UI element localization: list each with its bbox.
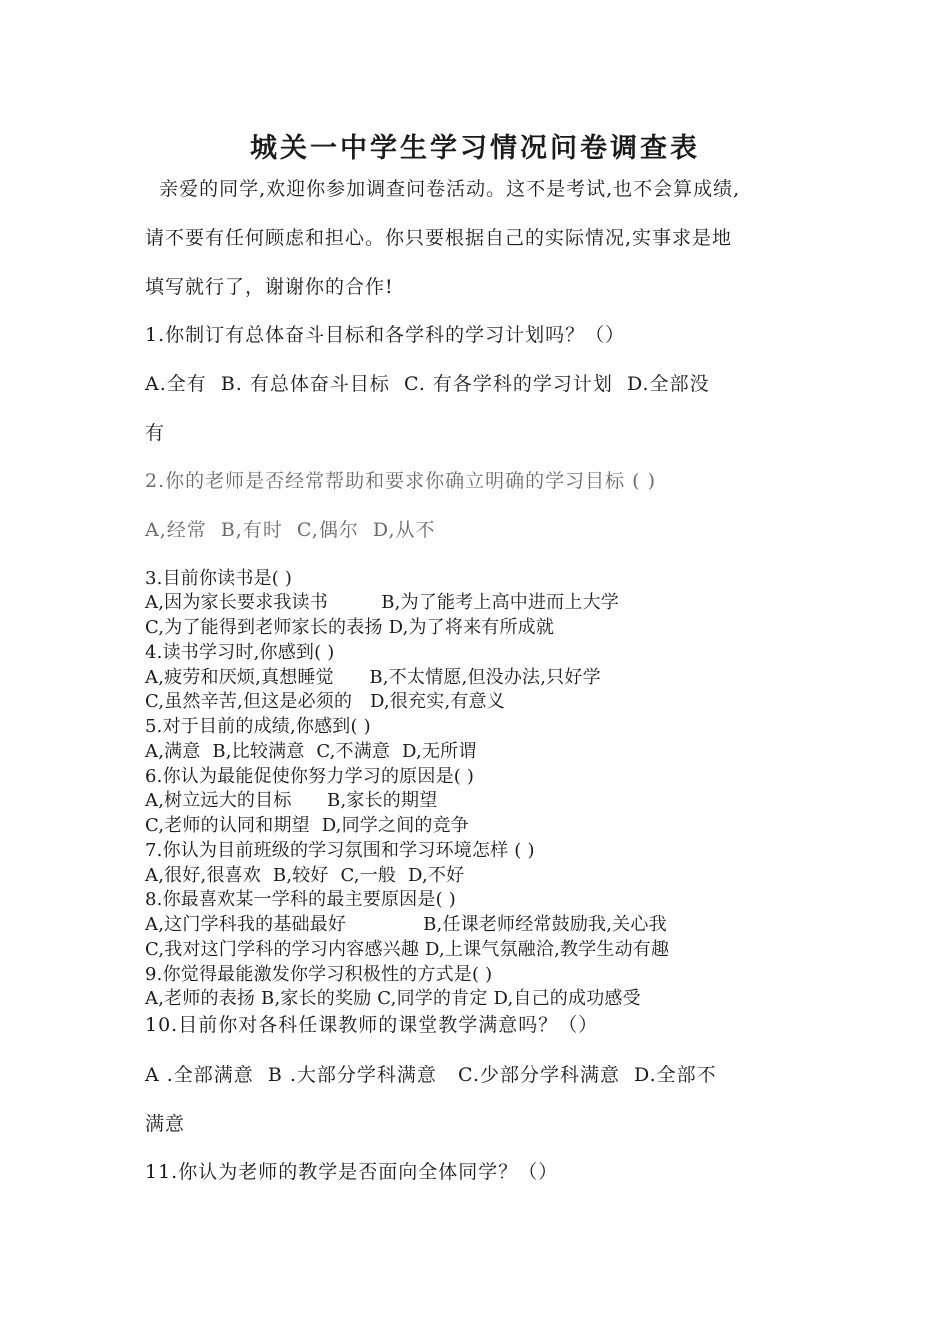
compact-line: 7.你认为目前班级的学习氛围和学习环境怎样 ( ) [145,840,535,861]
compact-line: 8.你最喜欢某一学科的最主要原因是( ) [145,889,456,910]
question-10-options: A .全部满意 B .大部分学科满意 C.少部分学科满意 D.全部不 [145,1064,717,1086]
compact-line: 9.你觉得最能激发你学习积极性的方式是( ) [145,964,493,985]
question-10-options-cont: 满意 [145,1113,186,1135]
intro-line-2: 请不要有任何顾虑和担心。你只要根据自己的实际情况,实事求是地 [145,227,733,249]
compact-line: A,满意 B,比较满意 C,不满意 D,无所谓 [145,741,477,762]
compact-line: 6.你认为最能促使你努力学习的原因是( ) [145,766,475,787]
compact-line: C,我对这门学科的学习内容感兴趣 D,上课气氛融洽,教学生动有趣 [145,939,670,960]
compact-line: C,为了能得到老师家长的表扬 D,为了将来有所成就 [145,617,555,638]
compact-line: C,虽然辛苦,但这是必须的 D,很充实,有意义 [145,691,505,712]
compact-line: 4.读书学习时,你感到( ) [145,642,335,663]
question-2-options: A,经常 B,有时 C,偶尔 D,从不 [145,519,436,541]
compact-line: A,很好,很喜欢 B,较好 C,一般 D,不好 [145,865,465,886]
question-2: 2.你的老师是否经常帮助和要求你确立明确的学习目标 ( ) [145,470,657,492]
compact-line: A,这门学科我的基础最好 B,任课老师经常鼓励我,关心我 [145,914,667,935]
intro-line-3: 填写就行了，谢谢你的合作! [145,276,394,298]
question-11: 11.你认为老师的教学是否面向全体同学？（） [145,1161,559,1183]
compact-line: A,老师的表扬 B,家长的奖励 C,同学的肯定 D,自己的成功感受 [145,988,641,1009]
question-1-options: A.全有 B. 有总体奋斗目标 C. 有各学科的学习计划 D.全部没 [145,373,710,395]
question-10: 10.目前你对各科任课教师的课堂教学满意吗？（） [145,1014,599,1036]
compact-line: A,树立远大的目标 B,家长的期望 [145,790,438,811]
question-1: 1.你制订有总体奋斗目标和各学科的学习计划吗？（） [145,324,626,346]
compact-line: 5.对于目前的成绩,你感到( ) [145,716,371,737]
intro-line-1: 亲爱的同学,欢迎你参加调查问卷活动。这不是考试,也不会算成绩, [145,178,741,200]
question-1-options-cont: 有 [145,422,166,444]
document-title: 城关一中学生学习情况问卷调查表 [250,133,700,164]
compact-line: A,疲劳和厌烦,真想睡觉 B,不太情愿,但没办法,只好学 [145,667,601,688]
compact-line: 3.目前你读书是( ) [145,568,293,589]
compact-line: A,因为家长要求我读书 B,为了能考上高中进而上大学 [145,592,619,613]
compact-line: C,老师的认同和期望 D,同学之间的竞争 [145,815,470,836]
